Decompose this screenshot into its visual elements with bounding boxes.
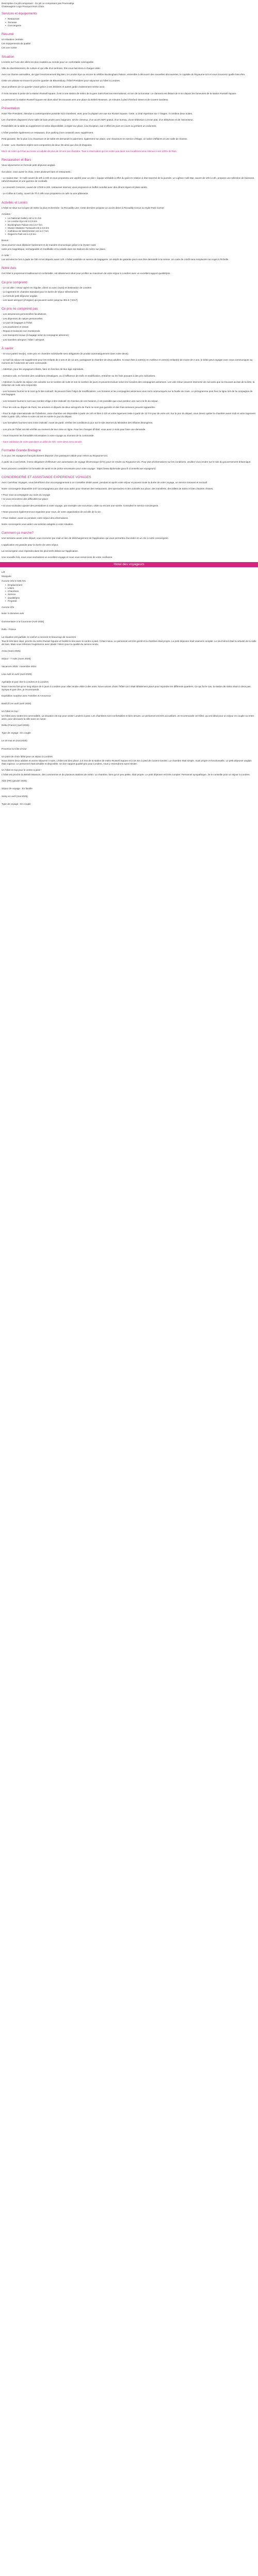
formalite-text: À partir du 2 avril 2025, il sera obligatoire d'effectuer une autorisation de voyage électronique (ETA) pour se rendre au Royaume-Uni. Pour plus d'informations sur les conditions, veuillez vous rendre sur le site du gouvernement britannique. xyxy=(2,461,251,464)
resto-text: Sur place, vous aurez le choix, entre plusieurs bars et restaurants : xyxy=(2,170,72,173)
presentation-text: Les chambres disposent d'une salle de bain privée avec baignoire, sèche cheveux, d'un accès WiFi gratuit, d'un bureau, d'une télévision à écran plat, d'un téléphone et de l'ascenseur. xyxy=(2,118,194,122)
review-date: Delta (France) (avril 2025) xyxy=(2,723,29,726)
services-heading: Services et équipements xyxy=(2,12,37,16)
savoir-text: - Attention: la durée du séjour, est calculée sur le nombre de nuits et non le nombre de jours et peuvent évoluer selon les horaires des compagnies aériennes. Les vols retour peuvent intervenir de nuit ainsi que se trouvant au bas de la liste, la réduction de nuits sera respectée. xyxy=(2,380,255,386)
list-item: - Les transfers aéroport / hôtel / aéroport xyxy=(2,338,44,341)
resto-text: - Le Saison Bar : le Café ouvert de 10h à 23h et vous proposera une variété pour un plat « équipe véritable à effet du goût en relation à état traversé de la journée. Le Lighton Café-Bar, ouvert de 10h à 13h, propose une sélection de boissons rafraîchissantes et une gamme de cocktails. xyxy=(2,176,254,183)
concierge-text: • Pour réaliser, avant ou pendant, votre séjour des informations. xyxy=(2,517,69,520)
situation-heading: Situation xyxy=(2,55,14,59)
note-label: À noter : xyxy=(2,253,11,257)
review-body: Tout lit très bien situé, proche du métro Russel Square et facilité le lien avec le centre à pied. Il était mieux. Le personnel est très gentil et la chambre était propre. Le petit déjeuner était vraiment complet. Le seul bémol était la vétusté de la salle de bain. Mais nous referons l'expérience avec plaisir ! Merci pour la qualité du service rendu. xyxy=(2,640,256,646)
list-item: • Pour vous accompagner au cours du voyage xyxy=(2,494,51,497)
review-stay: Séjour : 7 nuits (mars 2025) xyxy=(2,657,31,660)
review-stay: Séjour de voyage : En famille xyxy=(2,787,33,790)
savoir-text: - Les formalités fournies sont à titre indicatif. Avant de partir, vérifiez les conditions à jour sur le site internet du Ministère des Affaires Étrangères. xyxy=(2,421,153,425)
list-item: • Musée Madame Tussauds est à 3,6 km xyxy=(8,227,256,230)
list-item: • Terrasse xyxy=(8,21,256,24)
activites-heading: Activités et Loisirs xyxy=(2,200,28,205)
bonus-text: Vous pourrez vous déplacer facilement et de manière économique grâce à la Oyster Card xyxy=(2,243,96,246)
resume-line: Les vue ruisse xyxy=(2,46,17,49)
situation-text: L'entrée sur l'une des villes les plus vivables au monde pour un confortable cosmopolite xyxy=(2,60,94,63)
savoir-text: - Vous trouverez les formalités nécessaires à votre voyage au moment de la commande. xyxy=(2,434,94,437)
resume-line: Un situation centrale xyxy=(2,38,23,41)
situation-text: Avec sa charme animalière, de type l'environnement Big Ben, le London Eye ou encore la célèbre Buckingham Palace, ensemble à découvrir des nouvelles découvertes, le capitale du Royaume-Uni et vous trouverez quelle bien-être. xyxy=(2,73,246,76)
bonus-label: Bonus : xyxy=(2,239,10,242)
reviewer-name: Rafa - France xyxy=(2,628,17,631)
rating-criteria-list xyxy=(2,584,256,603)
list-item: • Cathdeux de Westminster est à 2,7 km xyxy=(8,230,256,233)
situation-text: À trois minutes à peine de la station Russell square, il est à une station de métro de la gare Saint Pancras International, et non de la Eurostar. Le clamaroi est distant de 9 mn depuis les fameuses de la station Russell Square. xyxy=(2,92,237,95)
restauration-heading: Restauration et Bars xyxy=(2,158,31,162)
concierge-text: • Nous pouvons également tout organiser pour vous, de votre organisation de vol afin de la vie. xyxy=(2,510,102,513)
savoir-text: - Le tarif du séjour est supplément pour les enfants de 2 ans et de 12 ans, partageant la chambre de deux adultes. Si vous êtes à votre(s) en meilleur et votre(s) enfant(s) de moins de 2 ans, le bébé peut voyager avec vous communiquer au moment de l'ordonnée de votre commande. xyxy=(2,358,253,365)
review-title: Un hôtel en top pour le centre à pied ! xyxy=(2,769,41,772)
comment-text: La conciergerie vous répondra dans les plus brefs délais sur l'application. xyxy=(2,549,78,552)
presentation-text: L'hôtel possède également un restaurant, d'un parking (non contacté) avec supplément. xyxy=(2,131,94,134)
review-date: Lisa Avril en avril (avril 2025) xyxy=(2,673,32,676)
list-item: • Conciergerie xyxy=(8,24,256,27)
list-item: • Propreté xyxy=(8,600,256,603)
review-stay: Type de voyage : En couple xyxy=(2,732,31,735)
page xyxy=(0,0,258,806)
savoir-text: - Pour les vols au départ de Paris, les arrivées et départs de deux aéroports de Paris ne sont pas garantis et des frais annexes peuvent apparaître. xyxy=(2,405,156,409)
list-item: • Le National Gallery est à 3,1 km xyxy=(8,217,256,220)
hotel-band-title: Hotel des voyageurs xyxy=(0,562,258,567)
list-item: - Les taxes aéroport (d'origine) qui peuvent varier jusqu'au 301 € (*2017) xyxy=(2,299,78,302)
review-date: Anna (mars 2025) xyxy=(2,649,21,652)
list-item: - Les assurances personnelles facultatives xyxy=(2,313,46,316)
activites-text: L'hôtel se situe sur la ligne de métro la plus recherchée : la Piccadilly Line. Cette dernière propose un accès direct à Piccadilly Circus ou Hyde Park Corner. xyxy=(2,206,165,209)
savoir-text: - Pour la règle internationale de l'hôtellerie, votre chambre est disponible à partir de 14h et libre à 11h et votre logement reste à partir de 12 h le jour de votre vol. Sur le jour du départ, vous devez quitter la chambre avant midi et votre logement reste à partir 12h, même si votre vol est en soirée le jour du départ. xyxy=(2,412,255,418)
savoir-text: - Les prix de l'hôtel ont été vérifiés au moment de leur mise en ligne. Pour les changes d'hôtel, vous avez 2 mois pour faire une demande. xyxy=(2,428,146,431)
review-body: Nous n'avons fait qu'un long séjour de 5 jours à Londres pour aller rendre visite à des amis. Nous avions choisi l'hôtel car il était idéalement placé pour rejoindre les différents quartiers. Ce qui fut le cas, la station de métro étant à deux pas. Sympa et pas cher, je recommande. xyxy=(2,685,251,691)
hotel-line: Aucune info xyxy=(2,606,14,609)
conciergerie-heading: CONCIERGERIE ET ASSISTANCE EXPERIENCE VOYAGES xyxy=(2,475,91,479)
presentation-heading: Présentation xyxy=(2,107,20,111)
situation-text: Vous profiterez de ce quartier vivant grâce à ses théâtres et autres jardin évidemment mérite avoir. xyxy=(2,86,105,89)
list-item: - Repas et boissons non mentionnés xyxy=(2,330,40,333)
activites-label: Activites : xyxy=(2,212,12,215)
list-item: • Si vous rencontrez des difficultés sur place xyxy=(2,498,48,501)
list-item: - Les transports locaux (à bagage selon la compagnie aérienne) xyxy=(2,334,69,337)
concierge-text: Notre conciergerie disponible 24/7 accompagnera par chat vous aidez pour réserver des restaurants, des spectacles et des activités sur place, des transferts, des billets de trains et bien d'autres choses. xyxy=(2,487,214,490)
resto-text: Vous séjournerez en formule petit déjeuner anglais. xyxy=(2,164,56,167)
list-item: • Litiers xyxy=(8,587,256,590)
list-item: - La formule petit déjeuner anglais xyxy=(2,294,38,297)
intro xyxy=(2,2,256,8)
notre-avis-text: Cet hôtel à proprement traditionnel et confortable, est idéalement situé pour profiter au maximum de votre séjour à Londres avec un excellent rapport qualité/prix. xyxy=(2,272,171,275)
list-item: - Les pourboires et extras xyxy=(2,325,29,328)
savoir-warning: - Sans validation de votre part dans un délai de 72h, votre devis sera annulé. xyxy=(2,440,83,444)
review-body: Nous étions deux adultes et avons séjourné 4 nuits. L'hôtel est bien placé, à 5 min de la station de métro Russell Square et à 15 min à pied de Covent Garden. La chambre était simple, mais propre et fonctionnelle. Le petit déjeuner anglais était copieux. Le personnel était aimable et disponible. Un bon rapport qualité-prix pour Londres, nous y reviendrons sans hésiter. xyxy=(2,759,252,766)
bonus-text: carte prix magnétique, rechargeable et modifiable et la volaille dans les stations de métro sur place. xyxy=(2,247,106,250)
savoir-text: - Les horaires fournis ne le sont qu'à titre indicatif. Ils peuvent faire l'objet de modifications. Les horaires et les compagnies aériennes vous sont communiqués sur la feuille de route. Le pictogramme peut fixer la ligne lors de la compagnie de vos bagages. xyxy=(2,390,253,396)
review-date: Basil (F) en avril (avril 2025) xyxy=(2,702,31,705)
a-savoir-heading: À savoir xyxy=(2,346,13,350)
review-body: L'hôtel est proche du British Museum, des commerces et de plusieurs stations de métro. La chambre, bien qu'un peu petite, était propre. Le petit déjeuner est très complet. Personnel sympathique. Je le conseille pour un séjour à Londres. xyxy=(2,773,250,776)
list-item: - Le vol aller / retour opéré en régulier, direct ou avec (suivi) et destination de Londres xyxy=(2,286,92,289)
list-item: • Qualité/prix xyxy=(8,597,256,600)
hotel-line: Lift xyxy=(2,571,5,574)
savoir-text: - Attention, pour les voyageurs infants, faire en fonction de leur âge reproduits. xyxy=(2,368,84,371)
review-title: La situation est parfaite, le confort a recevoir et beaucoup de souvenirs xyxy=(2,635,76,638)
comment-heading: Comment ça marche? xyxy=(2,531,34,535)
hotel-line: Aucune info le 538 AVL xyxy=(2,579,26,582)
intro-line: Description Ce joli composant : Ce joli ce composant pas Pourvudéja xyxy=(2,2,74,5)
list-item: - Les dépenses de nature personnelles xyxy=(2,317,43,320)
note-count: Note: 5 données avis xyxy=(2,612,24,615)
situation-text: Cette vie urbaine se trouve le proche quartier de Bloomsbury, l'hôtel President pour séjourner un hôtel à Londres. xyxy=(2,79,121,82)
review-title: Agréable et pas cher à Londres et à Londres xyxy=(2,681,49,684)
formalite-text: À ce jour, les voyageurs français doivent disposer d'un passeport valide pour entrer au Royaume-Uni. xyxy=(2,454,108,457)
review-header: Vacances 2025 : novembre 2024 xyxy=(2,665,37,668)
review-stay: Type de voyage : En couple xyxy=(2,803,31,806)
comment-text: Une semaine avant votre départ, vous recevrez par mail un lien de téléchargement de l'application qui vous permettra d'accéder en un clic à notre conciergerie. xyxy=(2,537,169,540)
list-item: • Restaurant xyxy=(8,18,256,21)
activites-list xyxy=(2,217,256,236)
review-body: Un hôtel avec toutes les commodités. La situation est top pour visiter Londres à pied. Les chambres sont confortables et bien tenues. Le personnel est très accueillant. Je recommande cet hôtel, qui est idéal pour un séjour en couple ou entre amis, pour découvrir la ville sans se ruiner. xyxy=(2,714,254,720)
resume-line: Les équipements de qualité xyxy=(2,42,31,45)
hotel-line: Mosquée xyxy=(2,575,11,578)
situation-text: Ville du divertissement, de culture et qui ville d'un territoire, this vous fascinera à chaque visite. xyxy=(2,66,101,70)
intro-line: Chateaugiron Logo Pourquoi Hors Clara xyxy=(2,5,44,8)
concierge-text: • Si vous souhaitez ajouter des prestations à votre voyage, par exemple une excursion, visite ou encore une soirée. Consultez le service conciergerie. xyxy=(2,504,159,507)
presentation-text: À noter : Les chambres triples sont composées de deux lits ainsi que d'un lit d'appoint. xyxy=(2,144,92,147)
concierge-text: Notre conciergerie vous aidez une solution adaptée à votre situation. xyxy=(2,523,74,526)
list-item: • Chambres xyxy=(8,590,256,593)
services-list xyxy=(2,18,256,27)
situation-text: La personnel, la station Russell Square est alors situé les trouvant vers une place du British Museum. 16 minutes à pied d'Oxford Street et de Covent Gardens. xyxy=(2,98,169,101)
savoir-text: - Les horaires fournis le sont aux nombre d'âge à titre indicatif. En fonction de ces horaires, il est possible que vous perdiez une nuit à la fin du séjour. xyxy=(2,399,158,402)
note-text: Les arrivées se font à partir de 15h et les départs avant 12h. L'hôtel possède un service de bagagerie. Un dépôt de garantie peut vous être demandé à la remise. Un carte de crédit sera remplacée non sujet à l'échelle. xyxy=(2,258,229,261)
review-sub: Provence & Côte d'Azur xyxy=(2,747,27,750)
formalite-heading: Formalité Grande Bretagne xyxy=(2,449,41,453)
comment-text: Une nouvelle fois, nous vous souhaitons un excellent voyage et nous vous remercions de votre confiance. xyxy=(2,556,113,559)
review-title: Un point de choix idéal pour un séjour à Londres xyxy=(2,755,53,758)
review-date: Le 20 mai en (mai 2025) xyxy=(2,739,27,742)
resume-heading: Résumé xyxy=(2,32,14,37)
presentation-text: Petit garantie, ller la plus à la chaussure et de table est demandé le paiement. également sur place, une chaussure en service d'étage, un salon d'affaires et une salle de réunion. xyxy=(2,137,188,140)
comprend-heading: Ce prix comprend xyxy=(2,280,27,284)
review-sub: Expédition surprise avec Familles et Amoureux xyxy=(2,694,51,697)
list-item: - Le port de bagages à l'hôtel xyxy=(2,321,33,324)
formalite-text: Nous pouvons considérer la formalité de santé et de police nécessaire pour votre voyage : https://www.diplomatie.gouv.fr (Conseils aux voyageurs) xyxy=(2,467,156,470)
list-item: • Emplacement xyxy=(8,584,256,587)
list-item: • Buckingham Palace est à 3,7 km xyxy=(8,224,256,227)
presentation-text: Hotel The President, étendue a contemporaine possède 523 chambres, avec pour la plupart une vue sur Russel Square. Cette, a cinté répertoire sur 7 étages. Il combine deux suites. xyxy=(2,112,193,115)
list-item: - Le logement en chambre standard pour le durée de séjour sélectionnée xyxy=(2,290,78,293)
concierge-text: Avec Carrefour Voyages, vous bénéficiez d'un accompagnement à un conseiller dédié avant, pendant et après votre séjour et pouvez toute la durée de votre voyage, un service innovant et exclusif. xyxy=(2,481,208,484)
presentation-note: Merci de noter qu'il faut au moins un adulte de plus de 18 ans par chambre. Taxe à réservation qui ne rentre pas dans nos conditions sera retenue à vos 100% de frais. xyxy=(2,150,177,153)
savoir-text: - Si vous partez seul(e), votre prix en chambre individuelle sera obligatoire (le produit automatiquement dans votre devis). xyxy=(2,352,129,355)
comment-text: L'application est gratuite pour la durée de votre séjour. xyxy=(2,543,59,546)
list-item: • Regent's Park est à 2,9 km xyxy=(8,233,256,236)
resto-text: - Le Seventh Crescent, ouvert de 17h30 à 22h, restaurant internal, vous proposera un buffet mondial avec des dîners légers et plats variés. xyxy=(2,186,148,189)
list-item: • Le London Eye est à 2,5 km xyxy=(8,220,256,223)
review-date: Aldo (FR) (janvier 2025) xyxy=(2,779,27,782)
notre-avis-heading: Notre Avis xyxy=(2,266,17,270)
review-date: Seiny en avril (mai 2025) xyxy=(2,795,28,798)
resto-text: - Le Coffee & Cosby, ouvert de 7h à 19h vous proposera un café ou une pâtisserie. xyxy=(2,192,89,195)
review-date: Commentaire à la Couronne (Avril 2025) xyxy=(2,620,44,623)
presentation-text: Possibilités de la table au supplément et selon disponibilité, à régler sur place, à la réception, soit 4 offert 25 jours en cours ou présent un ordonnée. xyxy=(2,125,157,128)
savoir-text: - Certains vols, en fonction des conditions climatiques, ou à l'affluence de trafic et modification, entraîner ou les frais pouvant à des prix indicatives. xyxy=(2,374,156,377)
pas-compris-heading: Ce prix ne comprend pas xyxy=(2,307,38,311)
list-item: • Service xyxy=(8,593,256,596)
review-title: Un hôtel en top ! xyxy=(2,710,19,713)
